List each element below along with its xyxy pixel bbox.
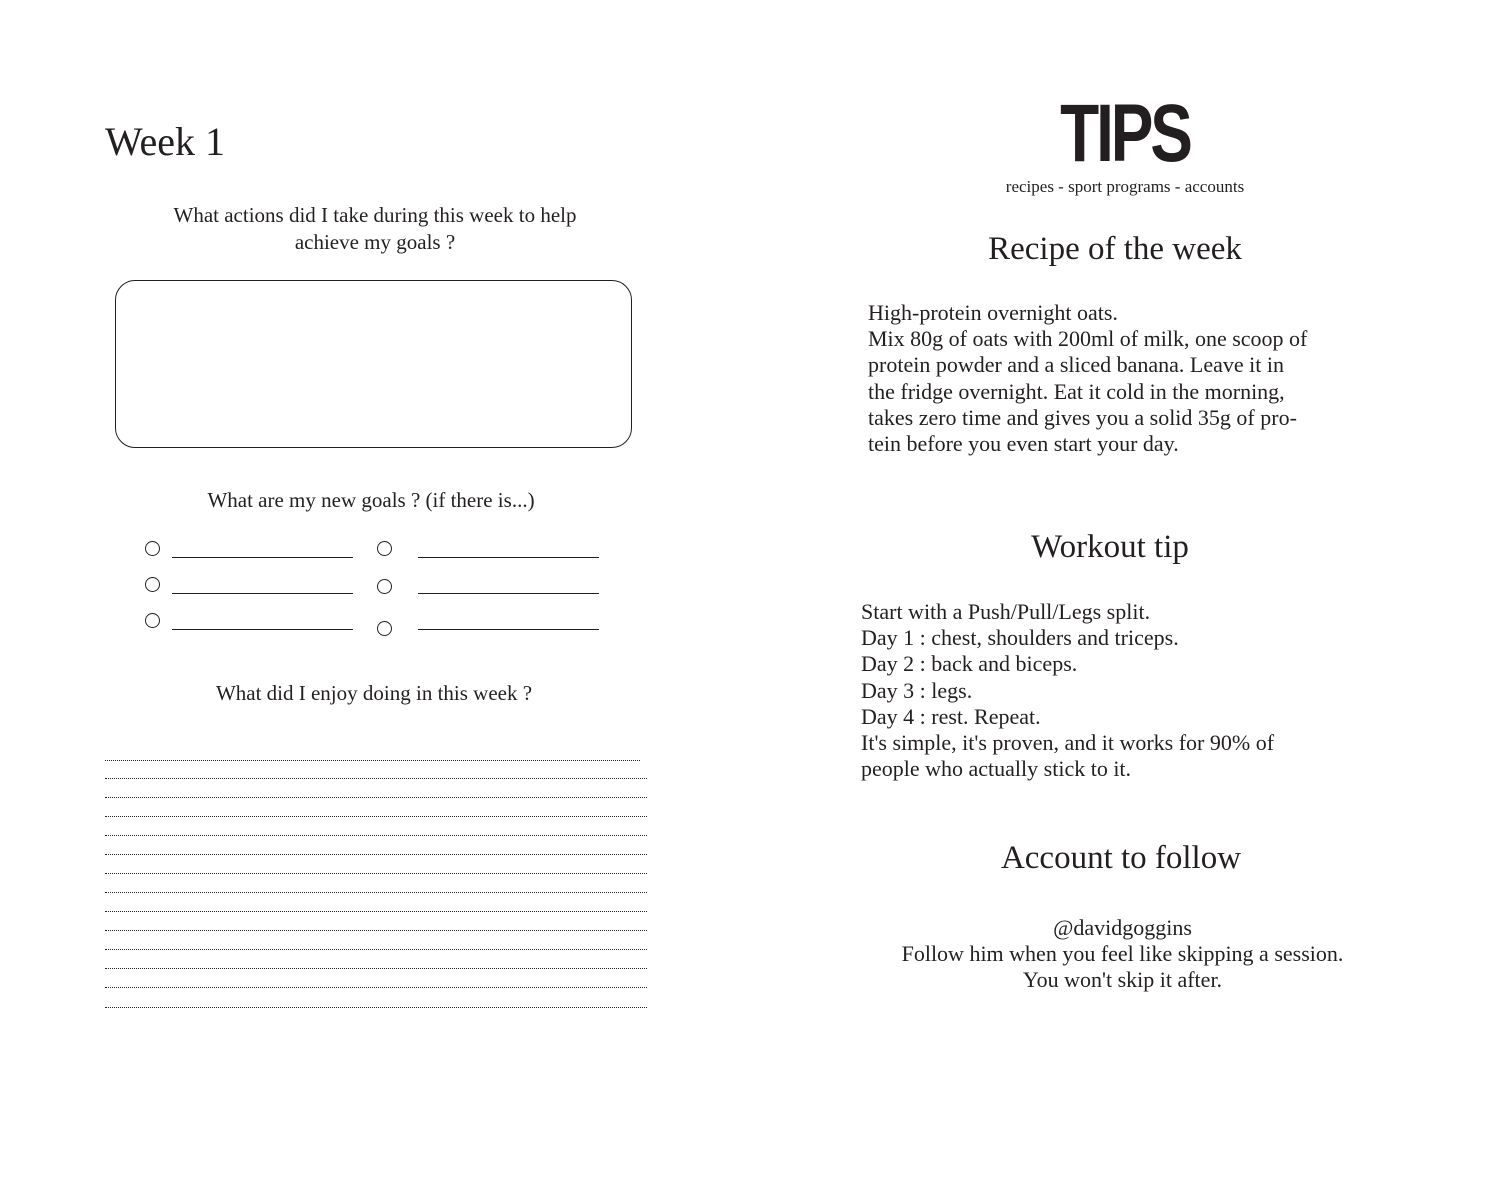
workout-line: Day 3 : legs. [861,677,973,703]
writing-line[interactable] [105,968,647,969]
goal-5-line[interactable] [418,593,599,594]
writing-line[interactable] [105,1007,647,1008]
writing-line[interactable] [105,911,647,912]
workout-line: Day 2 : back and biceps. [861,651,1078,677]
goal-2-checkbox[interactable] [145,577,160,592]
recipe-line: protein powder and a sliced banana. Leave it in [868,352,1285,378]
writing-line[interactable] [105,873,647,874]
recipe-line: tein before you even start your day. [868,431,1179,457]
writing-line[interactable] [105,892,647,893]
workout-body [861,599,1421,782]
writing-line[interactable] [105,797,647,798]
writing-line[interactable] [105,778,647,779]
writing-line[interactable] [105,760,640,761]
workout-line: Start with a Push/Pull/Legs split. [861,599,1151,624]
writing-line[interactable] [105,835,647,836]
tips-subtitle: recipes - sport programs - accounts [1005,177,1245,196]
workout-line: It's simple, it's proven, and it works for 90% of [861,730,1275,756]
account-line: You won't skip it after. [1022,967,1223,993]
question-actions [110,202,640,256]
tips-title: TIPS [1060,88,1190,179]
goal-4-checkbox[interactable] [377,541,392,556]
goal-1-checkbox[interactable] [145,541,160,556]
question-actions-line-2: achieve my goals ? [294,230,456,254]
account-heading: Account to follow [1000,840,1242,876]
recipe-line: the fridge overnight. Eat it cold in the morning, [868,378,1285,404]
writing-line[interactable] [105,816,647,817]
writing-line[interactable] [105,987,647,988]
account-body [840,915,1405,994]
writing-line[interactable] [105,854,647,855]
writing-line[interactable] [105,949,647,950]
workout-heading: Workout tip [1031,529,1189,565]
recipe-line: Mix 80g of oats with 200ml of milk, one scoop of [868,326,1308,352]
recipe-line: High-protein overnight oats. [868,300,1118,325]
recipe-line: takes zero time and gives you a solid 35g of pro- [868,404,1297,430]
goal-3-line[interactable] [172,629,353,630]
actions-answer-box[interactable] [115,280,632,448]
goal-6-line[interactable] [418,629,599,630]
account-handle: @davidgoggins [1053,915,1192,940]
workout-line: people who actually stick to it. [861,756,1132,782]
recipe-body [868,300,1408,457]
goal-4-line[interactable] [418,557,599,558]
workout-line: Day 1 : chest, shoulders and triceps. [861,625,1179,651]
question-enjoy: What did I enjoy doing in this week ? [215,681,533,705]
workout-line: Day 4 : rest. Repeat. [861,703,1041,729]
goal-5-checkbox[interactable] [377,579,392,594]
recipe-heading: Recipe of the week [988,231,1242,267]
account-line: Follow him when you feel like skipping a session. [901,941,1344,967]
goal-2-line[interactable] [172,593,353,594]
question-actions-line-1: What actions did I take during this week to help [173,203,577,227]
goal-1-line[interactable] [172,557,353,558]
goal-3-checkbox[interactable] [145,613,160,628]
writing-line[interactable] [105,930,647,931]
page-title: Week 1 [105,119,226,164]
goal-6-checkbox[interactable] [377,621,392,636]
question-new-goals: What are my new goals ? (if there is...) [207,488,535,512]
